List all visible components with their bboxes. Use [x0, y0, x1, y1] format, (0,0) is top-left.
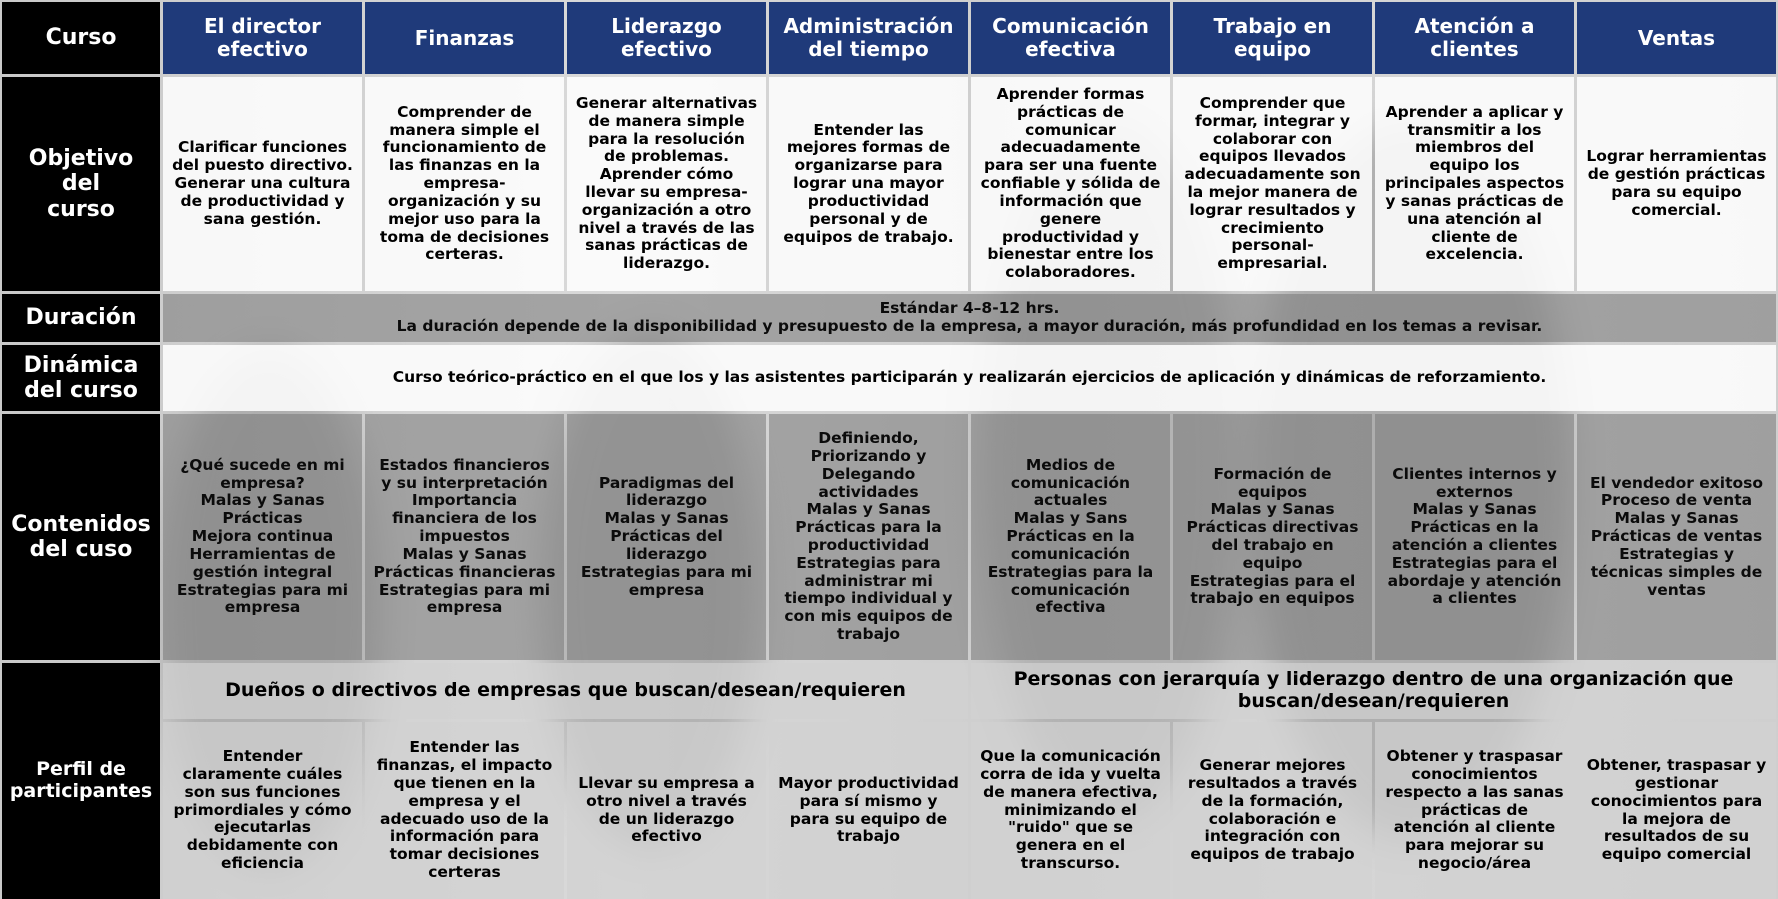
course-header: Trabajo en equipo: [1173, 2, 1372, 74]
objetivo-cell: Entender las mejores formas de organizarse para lograr una mayor productividad personal y de equipos de trabajo.: [769, 77, 968, 291]
perfil-cell: Generar mejores resultados a través de la formación, colaboración e integración con equipos de trabajo: [1173, 722, 1372, 899]
perfil-group-right: Personas con jerarquía y liderazgo dentro de una organización que buscan/desean/requieren: [971, 663, 1776, 719]
course-header: Liderazgo efectivo: [567, 2, 766, 74]
contenidos-cell: El vendedor exitoso Proceso de venta Malas y Sanas Prácticas de ventas Estrategias y técnicas simples de ventas: [1577, 414, 1776, 660]
perfil-cell: Obtener, traspasar y gestionar conocimientos para la mejora de resultados de su equipo comercial: [1577, 722, 1776, 899]
row-label-objetivo: Objetivo del curso: [2, 77, 160, 291]
contenidos-cell: Clientes internos y externos Malas y Sanas Prácticas en la atención a clientes Estrategias para el abordaje y atención a clientes: [1375, 414, 1574, 660]
header-curso: Curso: [2, 2, 160, 74]
perfil-cell: Llevar su empresa a otro nivel a través de un liderazgo efectivo: [567, 722, 766, 899]
objetivo-cell: Comprender que formar, integrar y colaborar con equipos llevados adecuadamente son la mejor manera de lograr resultados y crecimiento personal-empresarial.: [1173, 77, 1372, 291]
course-header: Finanzas: [365, 2, 564, 74]
contenidos-cell: Formación de equipos Malas y Sanas Prácticas directivas del trabajo en equipo Estrategias para el trabajo en equipos: [1173, 414, 1372, 660]
objetivo-cell: Aprender formas prácticas de comunicar adecuadamente para ser una fuente confiable y sólida de información que genere productividad y bienestar entre los colaboradores.: [971, 77, 1170, 291]
contenidos-cell: ¿Qué sucede en mi empresa? Malas y Sanas Prácticas Mejora continua Herramientas de gestión integral Estrategias para mi empresa: [163, 414, 362, 660]
contenidos-cell: Medios de comunicación actuales Malas y Sans Prácticas en la comunicación Estrategias para la comunicación efectiva: [971, 414, 1170, 660]
objetivo-cell: Aprender a aplicar y transmitir a los miembros del equipo los principales aspectos y sanas prácticas de una atención al cliente de excelencia.: [1375, 77, 1574, 291]
perfil-cell: Entender las finanzas, el impacto que tienen en la empresa y el adecuado uso de la información para tomar decisiones certeras: [365, 722, 564, 899]
perfil-cell: Que la comunicación corra de ida y vuelta de manera efectiva, minimizando el "ruido" que se genera en el transcurso.: [971, 722, 1170, 899]
row-label-dinamica: Dinámica del curso: [2, 345, 160, 411]
objetivo-cell: Clarificar funciones del puesto directivo. Generar una cultura de productividad y sana gestión.: [163, 77, 362, 291]
row-label-contenidos: Contenidos del cuso: [2, 414, 160, 660]
perfil-cell: Mayor productividad para sí mismo y para su equipo de trabajo: [769, 722, 968, 899]
course-header: Atención a clientes: [1375, 2, 1574, 74]
perfil-group-left: Dueños o directivos de empresas que buscan/desean/requieren: [163, 663, 968, 719]
duracion-text: Estándar 4–8-12 hrs. La duración depende de la disponibilidad y presupuesto de la empresa, a mayor duración, más profundidad en los temas a revisar.: [163, 294, 1776, 342]
row-label-perfil: Perfil de participantes: [2, 663, 160, 899]
dinamica-text: Curso teórico-práctico en el que los y las asistentes participarán y realizarán ejercicios de aplicación y dinámicas de reforzamiento.: [163, 345, 1776, 411]
objetivo-cell: Comprender de manera simple el funcionamiento de las finanzas en la empresa-organización y su mejor uso para la toma de decisiones certeras.: [365, 77, 564, 291]
perfil-cell: Obtener y traspasar conocimientos respecto a las sanas prácticas de atención al cliente para mejorar su negocio/área: [1375, 722, 1574, 899]
objetivo-cell: Lograr herramientas de gestión prácticas para su equipo comercial.: [1577, 77, 1776, 291]
row-label-duracion: Duración: [2, 294, 160, 342]
contenidos-cell: Estados financieros y su interpretación Importancia financiera de los impuestos Malas y Sanas Prácticas financieras Estrategias para mi empresa: [365, 414, 564, 660]
course-header: Comunicación efectiva: [971, 2, 1170, 74]
perfil-cell: Entender claramente cuáles son sus funciones primordiales y cómo ejecutarlas debidamente con eficiencia: [163, 722, 362, 899]
course-header: Administración del tiempo: [769, 2, 968, 74]
objetivo-cell: Generar alternativas de manera simple para la resolución de problemas. Aprender cómo llevar su empresa-organización a otro nivel a través de las sanas prácticas de liderazgo.: [567, 77, 766, 291]
contenidos-cell: Definiendo, Priorizando y Delegando actividades Malas y Sanas Prácticas para la productividad Estrategias para administrar mi tiempo individual y con mis equipos de trabajo: [769, 414, 968, 660]
course-header: Ventas: [1577, 2, 1776, 74]
contenidos-cell: Paradigmas del liderazgo Malas y Sanas Prácticas del liderazgo Estrategias para mi empresa: [567, 414, 766, 660]
course-header: El director efectivo: [163, 2, 362, 74]
